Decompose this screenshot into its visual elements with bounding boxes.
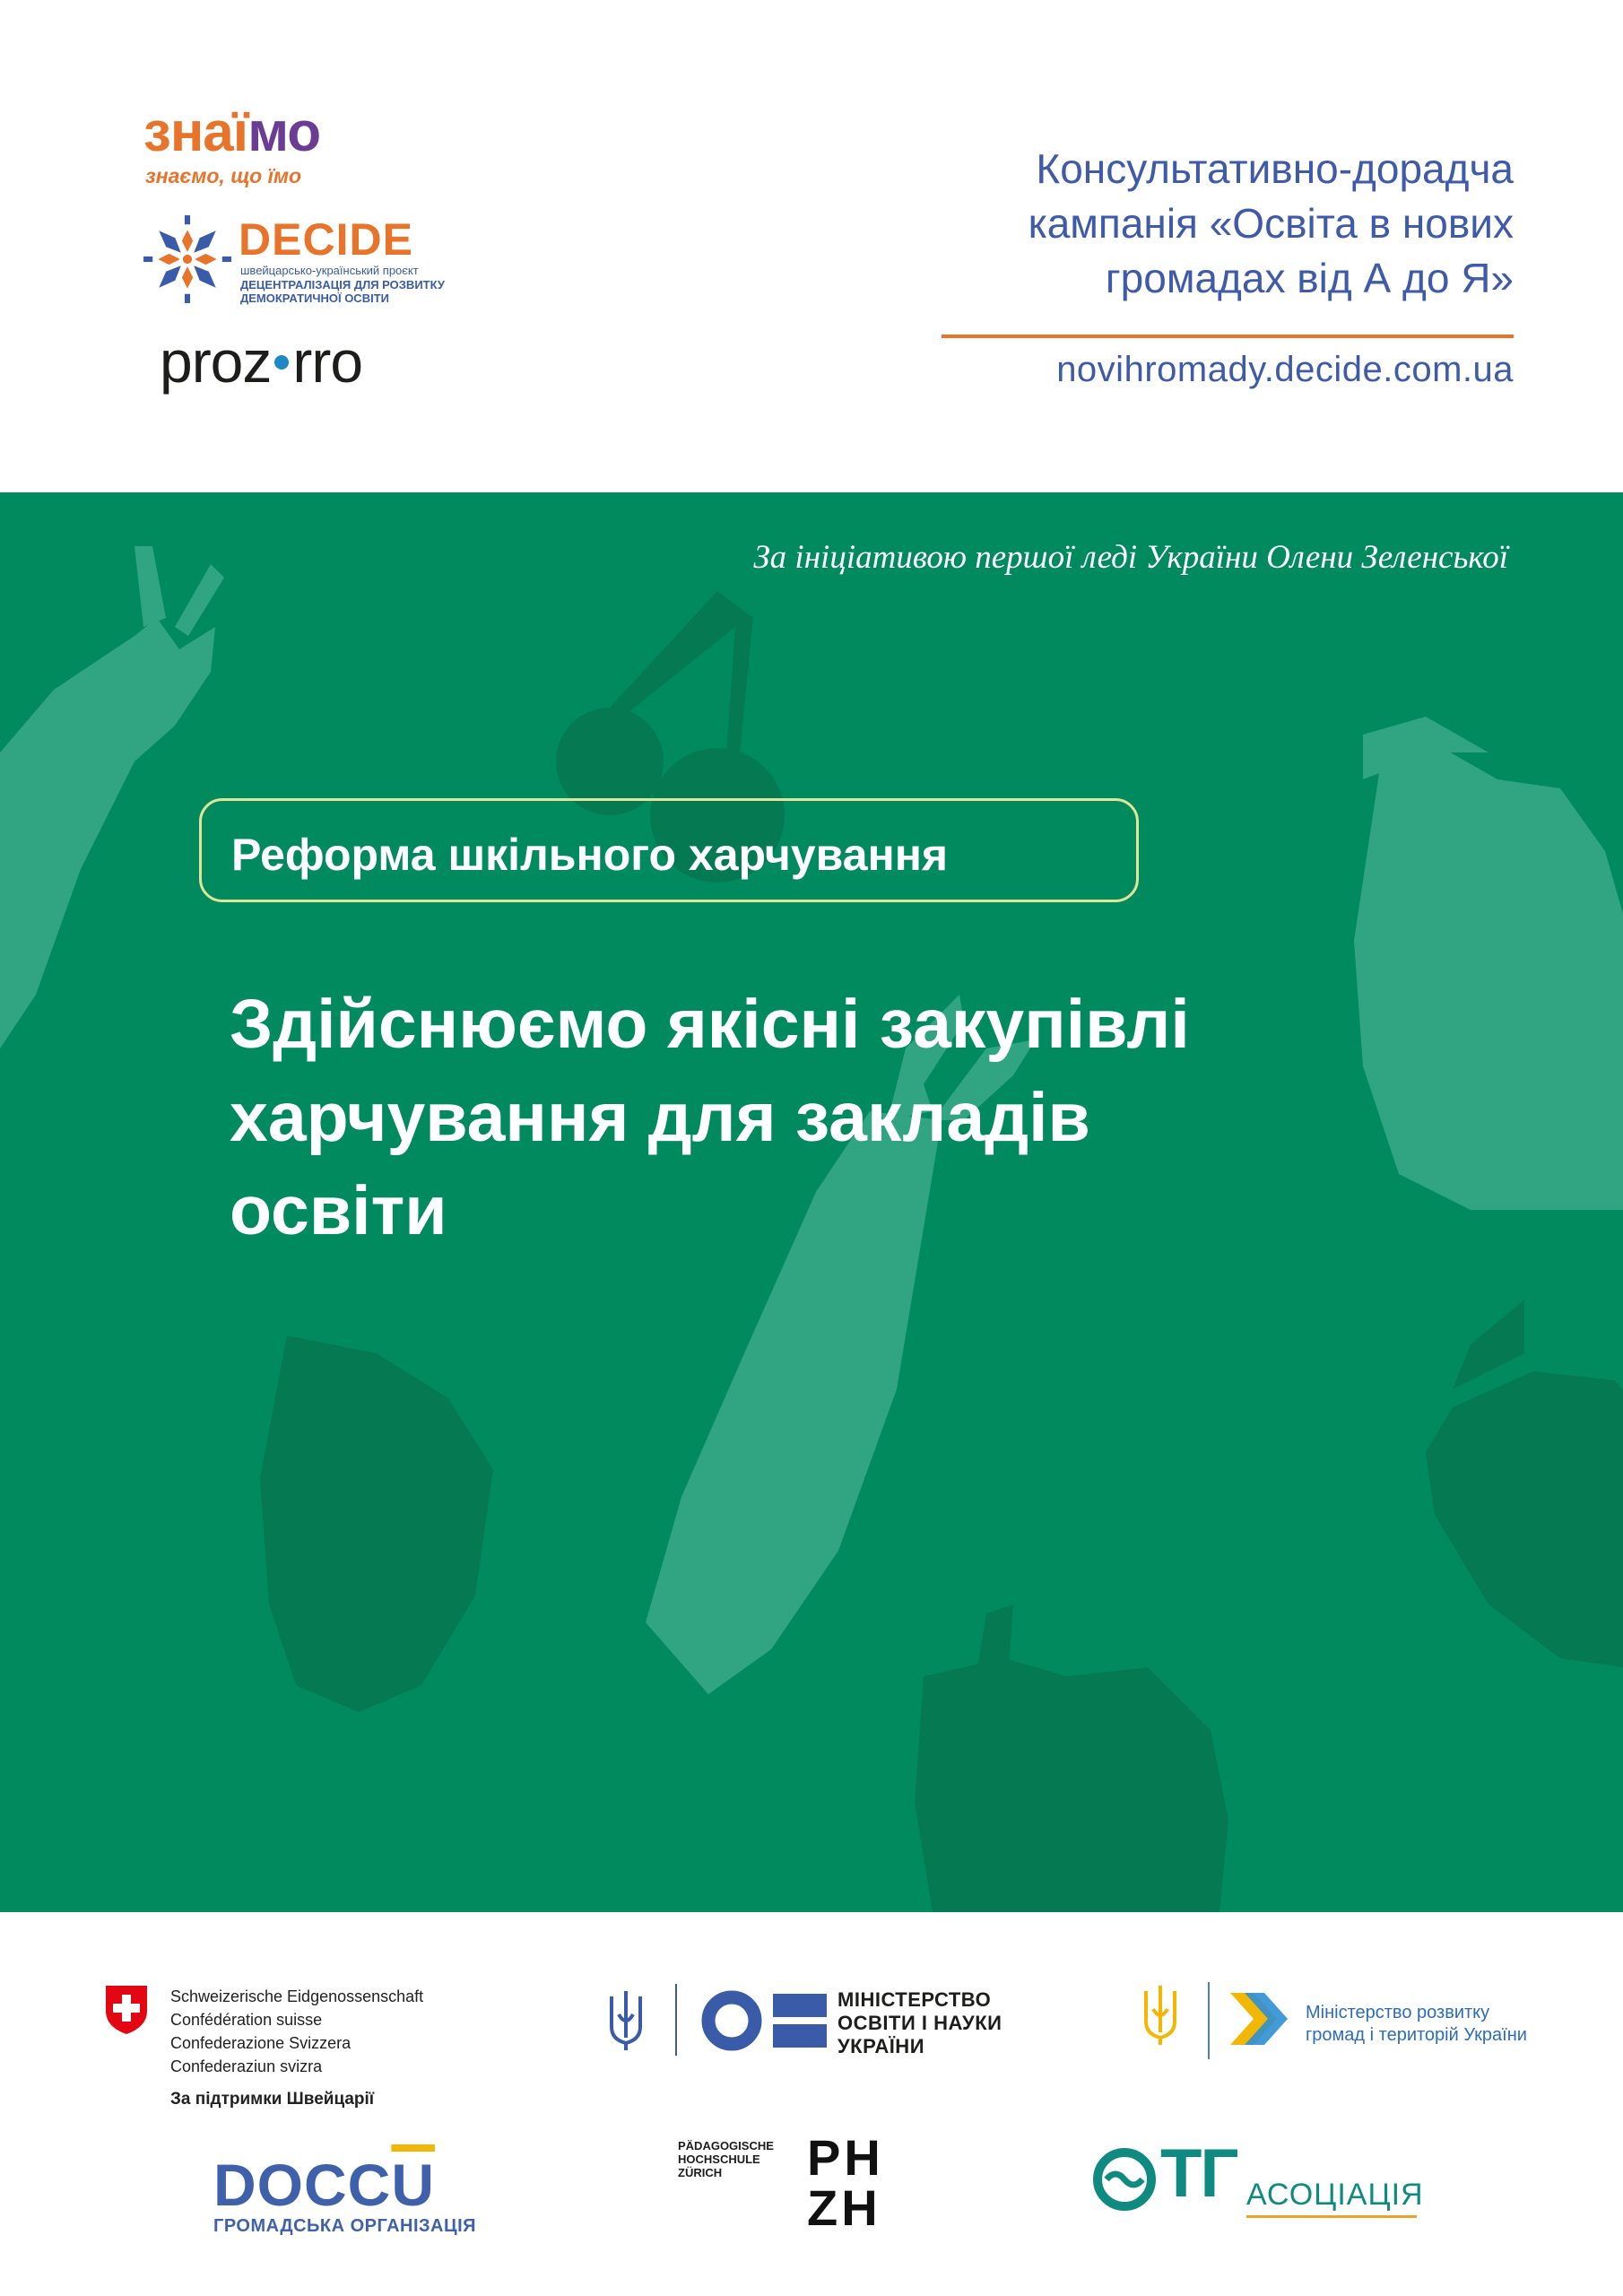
page-title-line-3: освіти — [230, 1172, 447, 1249]
znaimo-tagline: знаємо, що їмо — [145, 164, 302, 187]
mon-name — [838, 1988, 1002, 2058]
campaign-title — [868, 142, 1514, 306]
prozorro-logo-right: rro — [292, 328, 363, 395]
phzh-name — [678, 2139, 774, 2179]
znaimo-logo-part-2: ї — [232, 101, 248, 163]
phzh-logo — [807, 2129, 884, 2236]
page-title-line-1: Здійснюємо якісні закупівлі — [230, 986, 1190, 1063]
docu-logo-accent: $\overline{U}$ — [391, 2152, 435, 2218]
otg-ring-icon — [1089, 2144, 1160, 2215]
mon-separator — [675, 1984, 677, 2056]
znaimo-logo-part-1: зна — [143, 101, 233, 163]
carrot-left-icon — [0, 546, 224, 1048]
prozorro-logo — [160, 327, 362, 396]
mon-name-line-2: ОСВІТИ І НАУКИ — [838, 2012, 1002, 2034]
phzh-logo-line-2: ZH — [807, 2179, 881, 2236]
swiss-shield-icon — [104, 1984, 149, 2036]
decide-subtitle-3: ДЕМОКРАТИЧНОЇ ОСВІТИ — [240, 291, 389, 305]
bottom-pepper-icon — [915, 1605, 1228, 1912]
phzh-name-line-3: ZÜRICH — [678, 2166, 723, 2179]
campaign-title-line-1: Консультативно-дорадча — [1036, 145, 1514, 192]
znaimo-logo-part-3: мо — [247, 101, 321, 163]
trident-icon — [606, 1987, 646, 2052]
decide-subtitle-1: швейцарсько-український проєкт — [240, 264, 419, 277]
znaimo-logo — [143, 100, 320, 164]
prozorro-logo-left: proz — [160, 328, 272, 395]
mon-logo-icon — [699, 1988, 834, 2053]
decide-subtitle-2: ДЕЦЕНТРАЛІЗАЦІЯ ДЛЯ РОЗВИТКУ — [240, 278, 445, 291]
apple-icon — [1426, 1300, 1623, 1667]
initiative-note: За ініціативою першої леді України Олени Зеленської — [753, 539, 1508, 576]
decide-snowflake-icon — [142, 213, 233, 305]
prozorro-dot-icon — [274, 355, 289, 370]
swiss-line-3: Confederazione Svizzera — [170, 2034, 352, 2052]
campaign-title-line-3: громадах від А до Я» — [1105, 255, 1514, 301]
header-divider — [942, 335, 1514, 338]
phzh-name-line-2: HOCHSCHULE — [678, 2152, 760, 2166]
trident-gold-icon — [1141, 1982, 1180, 2047]
minregion-name-line-1: Міністерство розвитку — [1306, 2003, 1490, 2022]
phzh-name-line-1: PÄDAGOGISCHE — [678, 2139, 774, 2152]
minregion-name — [1306, 2002, 1527, 2047]
page-title-line-2: харчування для закладів — [230, 1079, 1090, 1156]
minregion-separator — [1208, 1982, 1210, 2059]
swiss-line-1: Schweizerische Eidgenossenschaft — [170, 1987, 424, 2005]
mon-name-line-1: МІНІСТЕРСТВО — [838, 1988, 992, 2011]
docu-logo — [213, 2151, 435, 2219]
swiss-support-label: За підтримки Швейцарії — [170, 2090, 375, 2109]
swiss-confederation-text — [170, 1985, 423, 2078]
campaign-title-line-2: кампанія «Освіта в нових — [1028, 200, 1514, 247]
swiss-line-4: Confederaziun svizra — [170, 2057, 323, 2075]
website-link[interactable]: novihromady.decide.com.ua — [1056, 350, 1514, 389]
minregion-chevron-icon — [1227, 1987, 1289, 2050]
phzh-logo-line-1: PH — [807, 2129, 884, 2186]
otg-logo-text: ТГ — [1160, 2135, 1237, 2212]
topic-badge-label: Реформа шкільного харчування — [231, 830, 949, 880]
docu-subtitle: ГРОМАДСЬКА ОРГАНІЗАЦІЯ — [213, 2216, 477, 2236]
mon-name-line-3: УКРАЇНИ — [838, 2035, 925, 2057]
swiss-line-2: Confédération suisse — [170, 2011, 323, 2029]
minregion-name-line-2: громад і територій України — [1306, 2025, 1527, 2045]
docu-logo-main: DOCC — [213, 2152, 392, 2218]
beet-icon — [260, 1335, 493, 1712]
otg-subtitle: АСОЦІАЦІЯ — [1246, 2178, 1424, 2212]
page-title — [230, 978, 1485, 1257]
decide-logo-text: DECIDE — [239, 214, 413, 265]
otg-underline — [1246, 2215, 1417, 2218]
